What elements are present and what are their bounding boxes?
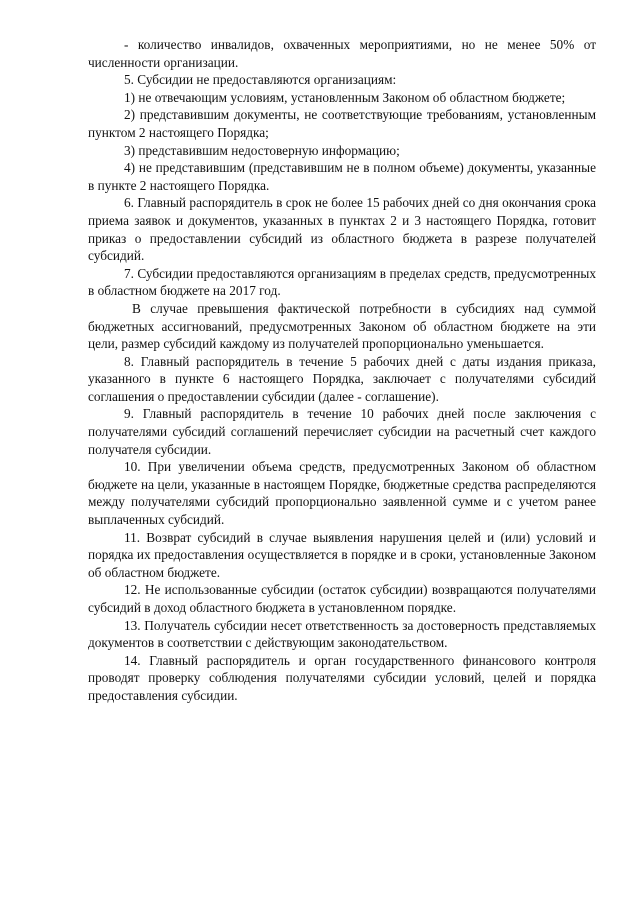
paragraph-8: 8. Главный распорядитель в течение 5 рабочих дней с даты издания приказа, указанного в пункте 6 настоящего Порядка, заключает с получателями субсидий соглашения о предоставлении субсидии (далее - соглашение). [88,353,596,404]
paragraph-9: 9. Главный распорядитель в течение 10 рабочих дней после заключения с получателями субсидий соглашений перечисляет субсидии на расчетный счет каждого получателя субсидии. [88,406,596,457]
paragraph-disabled-count: - количество инвалидов, охваченных мероприятиями, но не менее 50% от численности организации. [88,37,596,70]
paragraph-5-item-3: 3) представившим недостоверную информацию; [124,142,400,158]
paragraph-12: 12. Не использованные субсидии (остаток субсидии) возвращаются получателями субсидий в доход областного бюджета в установленном порядке. [88,582,596,615]
paragraph-5-item-1: 1) не отвечающим условиям, установленным Законом об областном бюджете; [124,89,566,105]
paragraph-11: 11. Возврат субсидий в случае выявления нарушения целей и (или) условий и порядка их предоставления осуществляется в порядке и в сроки, установленные Законом об областном бюджете. [88,529,596,580]
paragraph-13: 13. Получатель субсидии несет ответственность за достоверность представляемых документов в соответствии с действующим законодательством. [88,617,596,651]
paragraph-10: 10. При увеличении объема средств, предусмотренных Законом об областном бюджете на цели, указанные в настоящем Порядке, бюджетные средства распределяются между получателями субсидий пропорционально заявленной сумме и с учетом ранее выплаченных субсидий. [88,459,596,528]
paragraph-6: 6. Главный распорядитель в срок не более 15 рабочих дней со дня окончания срока приема заявок и документов, указанных в пунктах 2 и 3 настоящего Порядка, готовит приказ о предоставлении субсидий из областного бюджета в разрезе получателей субсидий. [88,195,596,264]
paragraph-14: 14. Главный распорядитель и орган государственного финансового контроля проводят проверку соблюдения получателями субсидии условий, целей и порядка предоставления субсидии. [88,652,596,703]
paragraph-7: 7. Субсидии предоставляются организациям в пределах средств, предусмотренных в областном бюджете на 2017 год. [88,265,596,299]
document-page [88,36,596,705]
paragraph-5-heading: 5. Субсидии не предоставляются организациям: [124,72,397,88]
paragraph-5-item-2: 2) представившим документы, не соответствующие требованиям, установленным пунктом 2 настоящего Порядка; [88,107,596,140]
paragraph-7-continuation: В случае превышения фактической потребности в субсидиях над суммой бюджетных ассигнований, предусмотренных Законом об областном бюджете на эти цели, размер субсидий каждому из получателей пропорционально уменьшается. [88,300,596,352]
paragraph-5-item-4: 4) не представившим (представившим не в полном объеме) документы, указанные в пункте 2 настоящего Порядка. [88,160,596,193]
